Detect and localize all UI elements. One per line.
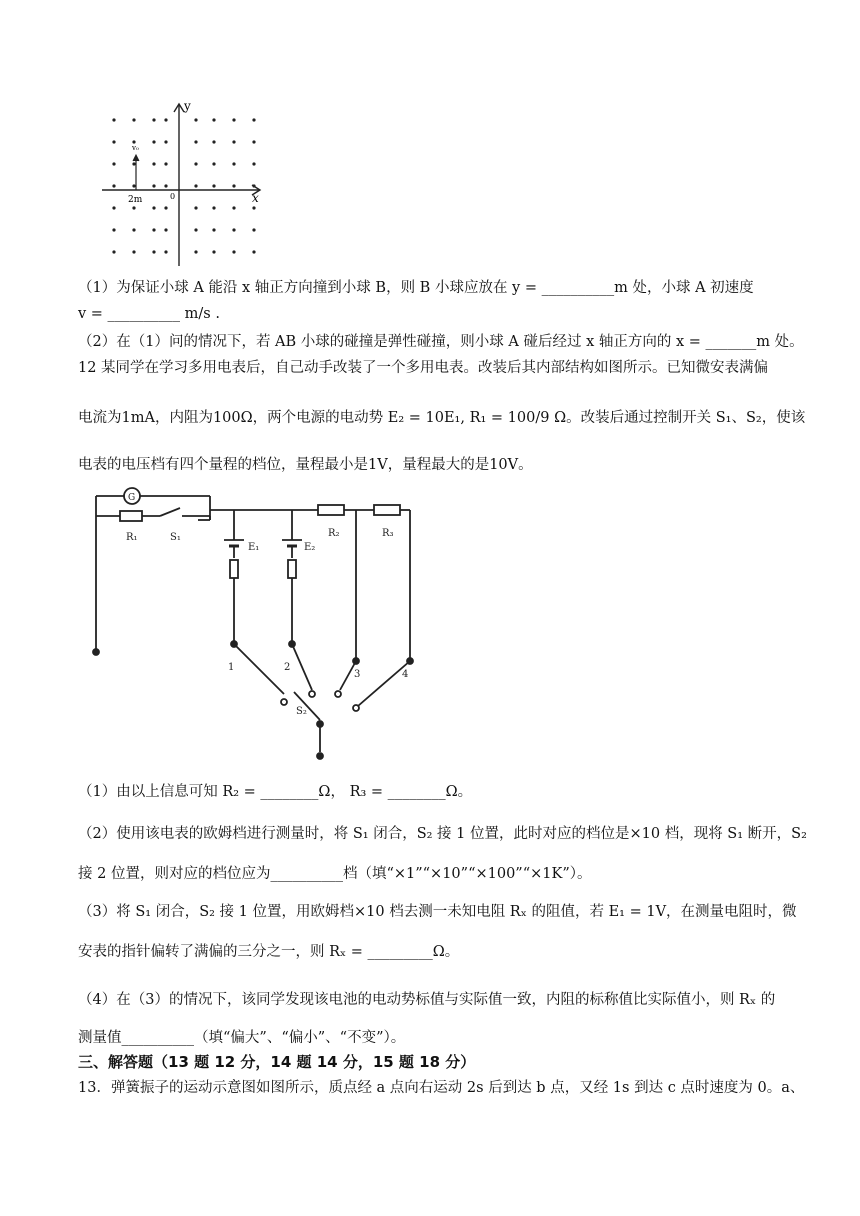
field-dot [112,206,115,209]
field-dot [212,140,215,143]
field-dot [252,206,255,209]
r3-label: R₃ [382,528,394,539]
field-dot [164,140,167,143]
e2-label: E₂ [304,542,316,553]
field-dot [132,118,135,121]
terminal-3: 3 [354,669,361,680]
s2-label: S₂ [296,706,307,717]
q12-question2-line1: （2）使用该电表的欧姆档进行测量时，将 S₁ 闭合，S₂ 接 1 位置，此时对应的档位是×10 档，现将 S₁ 断开，S₂ [78,826,807,842]
field-dot [232,206,235,209]
field-dot [232,140,235,143]
field-dot [194,184,197,187]
field-dot [152,118,155,121]
field-dot [194,118,197,121]
q12-question4-line1: （4）在（3）的情况下，该同学发现该电池的电动势标值与实际值一致，内阻的标称值比实际值小，则 Rₓ 的 [78,992,776,1008]
q12-question2-line2: 接 2 位置，则对应的档位应为__________档（填“×1”“×10”“×100”“×1K”）。 [78,866,592,882]
field-dot [132,184,135,187]
q12-intro-line3: 电表的电压档有四个量程的档位，量程最小是1V，量程最大的是10V。 [78,457,533,473]
field-dot [164,162,167,165]
q13-line1: 13．弹簧振子的运动示意图如图所示，质点经 a 点向右运动 2s 后到达 b 点，又经 1s 到达 c 点时速度为 0。a、 [78,1080,805,1096]
distance-label: 2m [128,195,143,205]
field-dot [232,184,235,187]
field-dot [152,162,155,165]
field-dot [194,162,197,165]
field-dot [212,118,215,121]
field-dot [132,228,135,231]
field-dot [212,206,215,209]
field-dot [164,118,167,121]
field-dot [252,118,255,121]
field-dot [194,206,197,209]
q12-question3-line1: （3）将 S₁ 闭合，S₂ 接 1 位置，用欧姆档×10 档去测一未知电阻 Rₓ 的阻值，若 E₁ = 1V，在测量电阻时，微 [78,904,797,920]
field-dot [252,250,255,253]
field-dot [112,162,115,165]
field-dot [232,118,235,121]
field-dot [152,140,155,143]
field-dot [232,162,235,165]
field-dot [194,250,197,253]
y-axis-label: y [184,99,191,113]
field-dot [132,206,135,209]
multimeter-circuit-figure [88,484,428,764]
field-dot [164,228,167,231]
terminal-1: 1 [228,662,235,673]
field-dot [194,140,197,143]
field-dot [152,206,155,209]
field-dot [164,184,167,187]
field-dot [212,162,215,165]
field-dot [112,118,115,121]
magnetic-field-figure [100,98,270,270]
r2-label: R₂ [328,528,340,539]
field-dot [112,250,115,253]
field-dot [194,228,197,231]
q11-part2: （2）在（1）问的情况下，若 AB 小球的碰撞是弹性碰撞，则小球 A 碰后经过 x 轴正方向的 x = _______m 处。 [78,334,804,350]
section-3-heading: 三、解答题（13 题 12 分，14 题 14 分，15 题 18 分） [78,1053,476,1071]
galvanometer-label: G [128,493,136,503]
r1-label: R₁ [126,532,138,543]
terminal-2: 2 [284,662,291,673]
e1-label: E₁ [248,542,260,553]
s1-label: S₁ [170,532,181,543]
q11-part1-line2: v = __________ m/s . [78,306,220,322]
x-axis-label: x [252,191,259,205]
field-dot [212,228,215,231]
terminal-4: 4 [402,669,409,680]
velocity-label: v₀ [132,144,139,152]
field-dot [152,228,155,231]
field-dot [212,184,215,187]
q12-intro-line1: 12 某同学在学习多用电表后，自己动手改装了一个多用电表。改装后其内部结构如图所示。已知微安表满偏 [78,360,769,376]
field-dot [152,184,155,187]
field-dot [112,184,115,187]
field-dot [252,228,255,231]
field-dot [132,250,135,253]
field-dot [252,162,255,165]
field-dot [112,228,115,231]
field-dot [212,250,215,253]
field-dot [232,250,235,253]
field-dot [232,228,235,231]
field-dot [164,250,167,253]
field-dot [112,140,115,143]
field-dot [164,206,167,209]
q12-question3-line2: 安表的指针偏转了满偏的三分之一，则 Rₓ = _________Ω。 [78,944,460,960]
q12-question4-line2: 测量值__________（填“偏大”、“偏小”、“不变”）。 [78,1030,406,1046]
q11-part1-line1: （1）为保证小球 A 能沿 x 轴正方向撞到小球 B，则 B 小球应放在 y = __________m 处，小球 A 初速度 [78,280,754,296]
q12-question1: （1）由以上信息可知 R₂ = ________Ω， R₃ = ________Ω。 [78,784,473,800]
q12-intro-line2: 电流为1mA，内阻为100Ω，两个电源的电动势 E₂ = 10E₁, R₁ = 100/9 Ω。改装后通过控制开关 S₁、S₂，使该 [78,410,806,426]
field-dot [152,250,155,253]
field-dot [132,162,135,165]
field-dot [252,140,255,143]
origin-label: 0 [170,192,176,201]
